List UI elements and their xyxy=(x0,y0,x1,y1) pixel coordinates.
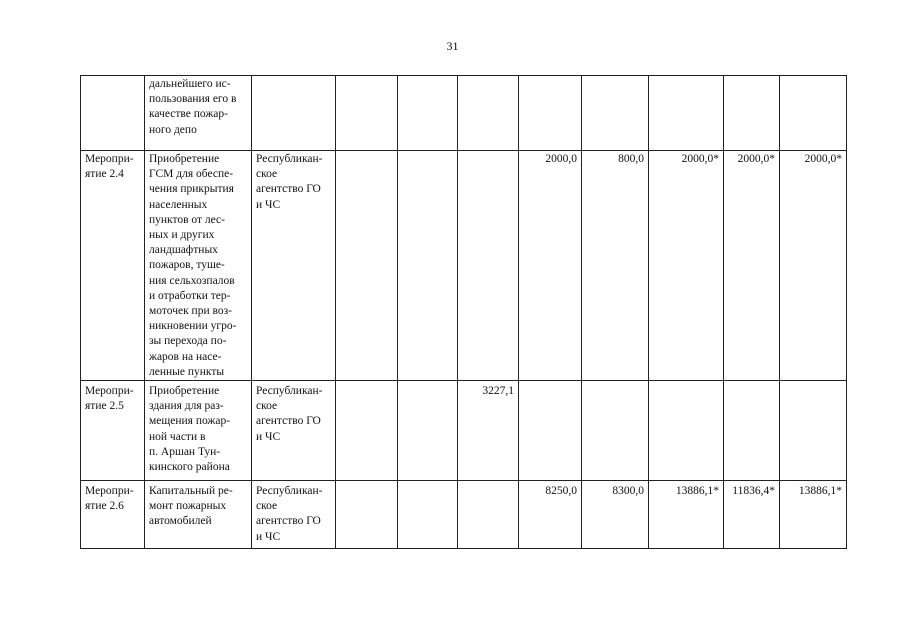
value-cell xyxy=(336,151,398,381)
value-cell xyxy=(336,481,398,549)
executor-cell: Республикан- ское агентство ГО и ЧС xyxy=(252,381,336,481)
value-cell xyxy=(649,76,724,151)
value-cell xyxy=(519,76,582,151)
measure-description-cell: Приобретение здания для раз- мещения пожар- ной части в п. Аршан Тун- кинского района xyxy=(145,381,252,481)
value-cell xyxy=(780,76,847,151)
executor-cell: Республикан- ское агентство ГО и ЧС xyxy=(252,481,336,549)
value-cell: 3227,1 xyxy=(458,381,519,481)
value-cell xyxy=(336,381,398,481)
measure-description-cell: Приобретение ГСМ для обеспе- чения прикрытия населенных пунктов от лес- ных и других ландшафтных пожаров, туше- ния сельхозпалов и отработки тер- моточек при воз- никновении угро- зы перехода по- жаров на насе- ленные пункты xyxy=(145,151,252,381)
measure-label-cell: Меропри- ятие 2.5 xyxy=(81,381,145,481)
value-cell: 2000,0* xyxy=(724,151,780,381)
table-row xyxy=(81,151,847,381)
value-cell xyxy=(780,381,847,481)
value-cell xyxy=(398,76,458,151)
value-cell xyxy=(398,481,458,549)
value-cell xyxy=(724,381,780,481)
value-cell: 2000,0* xyxy=(649,151,724,381)
value-cell xyxy=(519,381,582,481)
measure-description-cell: Капитальный ре- монт пожарных автомобилей xyxy=(145,481,252,549)
measure-label-cell: Меропри- ятие 2.6 xyxy=(81,481,145,549)
table-row xyxy=(81,76,847,151)
value-cell: 11836,4* xyxy=(724,481,780,549)
value-cell: 800,0 xyxy=(582,151,649,381)
page-number: 31 xyxy=(446,39,459,53)
value-cell xyxy=(398,151,458,381)
value-cell xyxy=(582,76,649,151)
value-cell xyxy=(458,151,519,381)
value-cell xyxy=(649,381,724,481)
measure-label-cell: Меропри- ятие 2.4 xyxy=(81,151,145,381)
value-cell: 13886,1* xyxy=(780,481,847,549)
executor-cell: Республикан- ское агентство ГО и ЧС xyxy=(252,151,336,381)
value-cell: 8250,0 xyxy=(519,481,582,549)
executor-cell xyxy=(252,76,336,151)
value-cell xyxy=(724,76,780,151)
measure-label-cell xyxy=(81,76,145,151)
value-cell xyxy=(582,381,649,481)
measure-description-cell: дальнейшего ис- пользования его в качестве пожар- ного депо xyxy=(145,76,252,151)
value-cell xyxy=(458,481,519,549)
table-row xyxy=(81,481,847,549)
program-table xyxy=(80,75,847,549)
value-cell: 8300,0 xyxy=(582,481,649,549)
value-cell xyxy=(398,381,458,481)
table-row xyxy=(81,381,847,481)
value-cell xyxy=(458,76,519,151)
value-cell xyxy=(336,76,398,151)
value-cell: 2000,0 xyxy=(519,151,582,381)
value-cell: 13886,1* xyxy=(649,481,724,549)
value-cell: 2000,0* xyxy=(780,151,847,381)
